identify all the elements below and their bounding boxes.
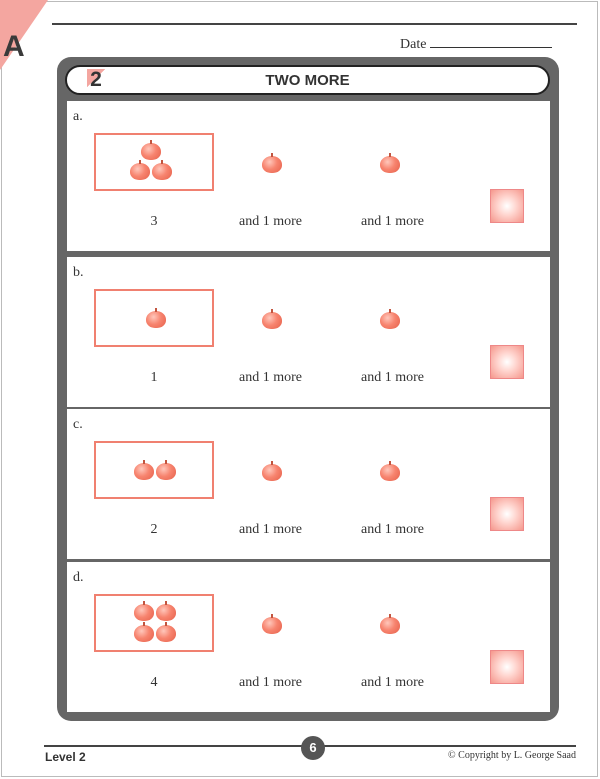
apple-group-box [94,289,214,347]
apple-icon [134,463,154,480]
and-more-label: and 1 more [239,370,302,385]
problem-letter: c. [73,417,83,432]
top-rule [52,23,577,25]
group-count: 1 [150,370,158,385]
apple-icon [146,311,166,328]
lesson-number: 2 [87,69,105,91]
problem-row-a [67,101,550,251]
and-more-label: and 1 more [361,214,424,229]
answer-box[interactable] [490,189,524,223]
apple-icon [141,143,161,160]
problem-row-b [67,257,550,407]
and-more-label: and 1 more [239,675,302,690]
apple-icon [152,163,172,180]
and-more-label: and 1 more [361,675,424,690]
apple-icon [262,617,282,634]
date-label: Date [400,37,427,52]
group-count: 2 [150,522,158,537]
apple-icon [380,312,400,329]
apple-icon [156,625,176,642]
answer-box[interactable] [490,345,524,379]
apple-icon [130,163,150,180]
date-field[interactable] [400,35,552,53]
title-bar [65,65,550,95]
problem-letter: b. [73,265,84,280]
group-count: 4 [150,675,158,690]
answer-box[interactable] [490,497,524,531]
copyright-text: © Copyright by L. George Saad [448,750,576,761]
problem-letter: d. [73,570,84,585]
answer-box[interactable] [490,650,524,684]
apple-icon [134,625,154,642]
apple-icon [380,156,400,173]
apple-icon [380,464,400,481]
apple-icon [156,463,176,480]
problem-row-d [67,562,550,712]
apple-icon [134,604,154,621]
problem-letter: a. [73,109,83,124]
and-more-label: and 1 more [239,214,302,229]
problem-row-c [67,409,550,559]
page-title: TWO MORE [265,72,350,89]
apple-group-box [94,594,214,652]
page-number: 6 [301,736,325,760]
section-letter: A [3,30,25,63]
apple-icon [262,464,282,481]
apple-icon [380,617,400,634]
apple-group-box [94,441,214,499]
apple-icon [262,156,282,173]
group-count: 3 [150,214,158,229]
apple-icon [262,312,282,329]
date-blank-line[interactable] [430,35,552,48]
apple-group-box [94,133,214,191]
apple-icon [156,604,176,621]
level-label: Level 2 [45,750,86,764]
and-more-label: and 1 more [239,522,302,537]
and-more-label: and 1 more [361,370,424,385]
and-more-label: and 1 more [361,522,424,537]
